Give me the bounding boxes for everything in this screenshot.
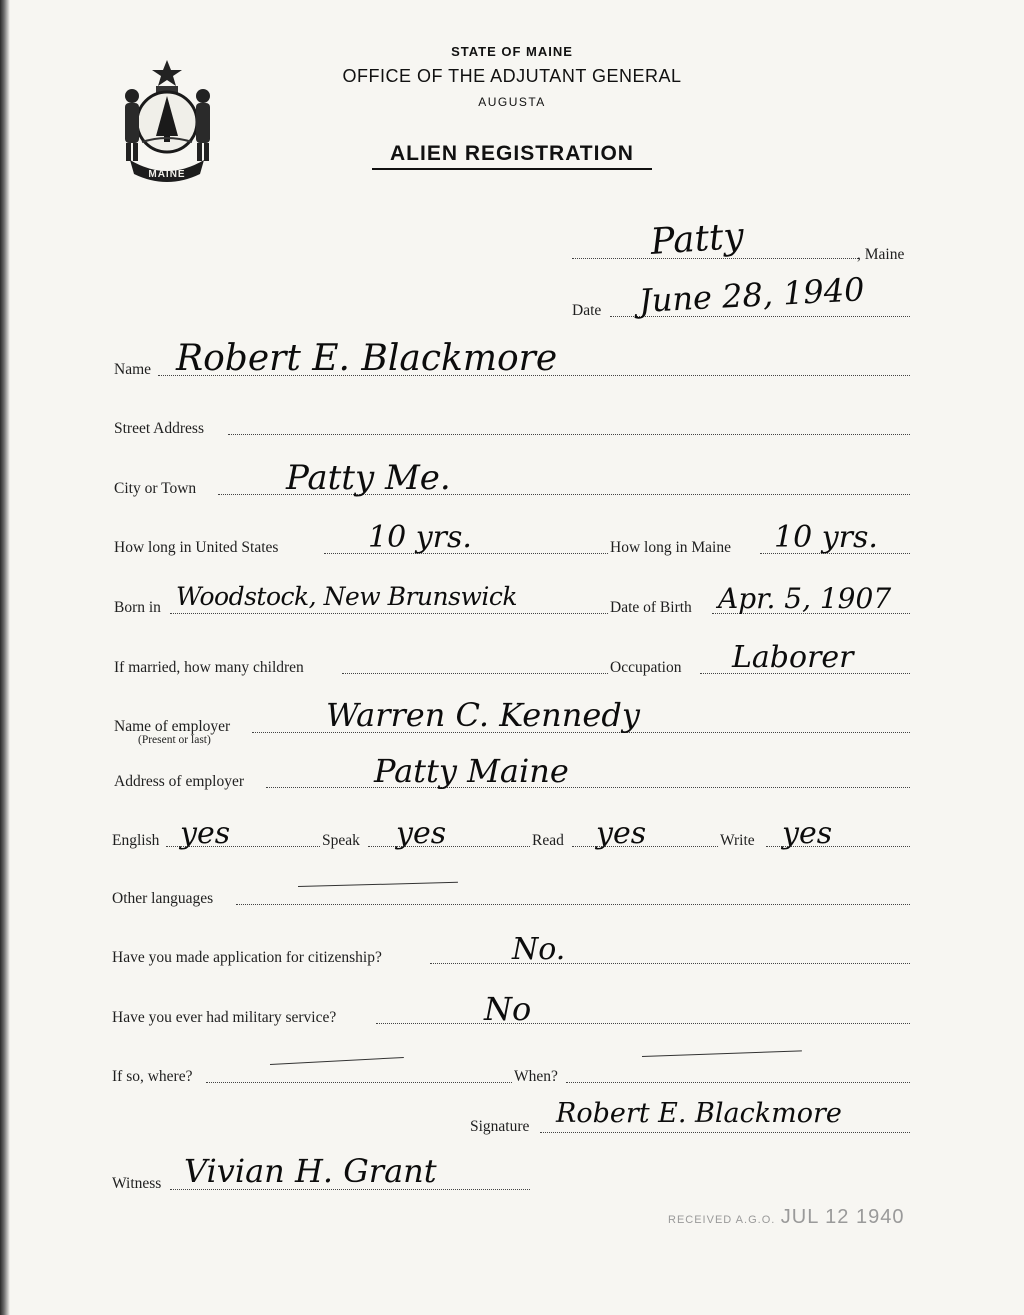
signature-entry: Robert E. Blackmore <box>556 1098 842 1129</box>
city-heading: AUGUSTA <box>478 95 546 109</box>
read-label: Read <box>532 832 564 849</box>
name-entry: Robert E. Blackmore <box>176 338 558 379</box>
employer-label: Name of employer <box>114 718 231 735</box>
married-label: If married, how many children <box>114 659 304 676</box>
city-label: City or Town <box>114 480 197 497</box>
received-stamp <box>668 1206 904 1229</box>
read-entry: yes <box>596 816 647 851</box>
how-long-maine-label: How long in Maine <box>610 539 731 556</box>
if-so-where-label: If so, where? <box>112 1068 193 1085</box>
scan-edge <box>0 0 10 1315</box>
military-entry: No <box>484 990 532 1028</box>
when-line <box>566 1082 910 1083</box>
signature-label: Signature <box>470 1118 530 1135</box>
city-entry: Patty Me. <box>286 458 451 498</box>
speak-label: Speak <box>322 832 360 849</box>
employer-address-entry: Patty Maine <box>374 752 569 790</box>
when-label: When? <box>514 1068 558 1085</box>
how-long-us-label: How long in United States <box>114 539 279 556</box>
speak-line <box>368 846 530 847</box>
other-languages-line <box>236 904 910 905</box>
employer-address-line <box>266 787 910 788</box>
english-label: English <box>112 832 160 849</box>
employer-note: (Present or last) <box>138 734 211 746</box>
born-in-line <box>170 613 608 614</box>
born-in-entry: Woodstock, New Brunswick <box>176 582 517 611</box>
date-of-birth-label: Date of Birth <box>610 599 692 616</box>
how-long-us-entry: 10 yrs. <box>368 520 472 555</box>
date-entry: June 28, 1940 <box>638 270 866 320</box>
citizenship-label: Have you made application for citizenship? <box>112 949 382 966</box>
seal-text: MAINE <box>148 169 186 180</box>
stamp-date: JUL 12 1940 <box>780 1206 905 1228</box>
write-entry: yes <box>782 816 833 851</box>
form-title: ALIEN REGISTRATION <box>390 142 634 165</box>
title-underline <box>372 168 652 170</box>
if-so-where-line <box>206 1082 512 1083</box>
signature-line <box>540 1132 910 1133</box>
name-label: Name <box>114 361 152 378</box>
speak-entry: yes <box>396 816 447 851</box>
born-in-label: Born in <box>114 599 161 616</box>
employer-entry: Warren C. Kennedy <box>326 696 640 734</box>
if-so-where-dash <box>270 1057 404 1065</box>
how-long-maine-entry: 10 yrs. <box>774 520 878 555</box>
write-label: Write <box>720 832 755 849</box>
military-label: Have you ever had military service? <box>112 1009 337 1026</box>
street-line <box>228 434 910 435</box>
citizenship-line <box>430 963 910 964</box>
state-heading: STATE OF MAINE <box>451 44 573 59</box>
when-dash <box>642 1050 802 1057</box>
stamp-received: RECEIVED A.G.O. <box>668 1214 776 1226</box>
other-languages-label: Other languages <box>112 890 214 907</box>
witness-label: Witness <box>112 1175 162 1192</box>
witness-entry: Vivian H. Grant <box>184 1152 437 1190</box>
occupation-entry: Laborer <box>732 640 854 675</box>
occupation-label: Occupation <box>610 659 682 676</box>
married-line <box>342 673 608 674</box>
date-of-birth-entry: Apr. 5, 1907 <box>718 582 892 615</box>
english-entry: yes <box>180 816 231 851</box>
citizenship-entry: No. <box>512 932 566 967</box>
maine-label: , Maine <box>857 246 905 263</box>
street-label: Street Address <box>114 420 204 437</box>
office-heading: OFFICE OF THE ADJUTANT GENERAL <box>342 66 682 86</box>
date-label: Date <box>572 302 602 319</box>
military-line <box>376 1023 910 1024</box>
place-entry: Patty <box>649 215 746 263</box>
employer-address-label: Address of employer <box>114 773 244 790</box>
other-languages-dash <box>298 882 458 887</box>
